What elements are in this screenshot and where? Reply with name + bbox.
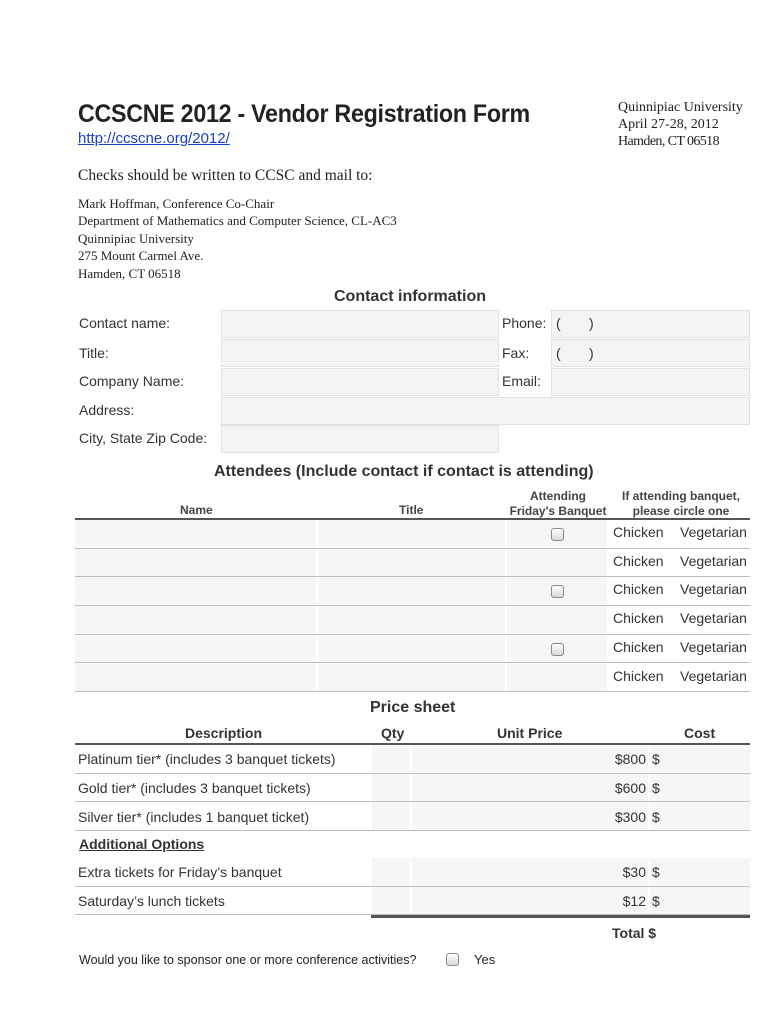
col-attending-line: Attending	[530, 489, 586, 503]
meal-chicken-option[interactable]: Chicken	[613, 667, 664, 684]
checks-instruction: Checks should be written to CCSC and mail to:	[78, 167, 373, 184]
attendee-name-cell[interactable]	[75, 520, 316, 547]
meal-chicken-option[interactable]: Chicken	[613, 581, 664, 598]
company-label: Company Name:	[79, 373, 185, 389]
price-col-qty: Qty	[381, 725, 405, 741]
total-label: Total $	[612, 925, 657, 941]
attendee-name-cell[interactable]	[75, 635, 316, 662]
col-banquet-line: please circle one	[632, 504, 730, 518]
price-description: Extra tickets for Friday’s banquet	[78, 864, 282, 880]
phone-paren-close: )	[589, 315, 594, 331]
contact-name-label: Contact name:	[79, 315, 171, 331]
meal-vegetarian-option[interactable]: Vegetarian	[680, 524, 747, 540]
additional-options-heading: Additional Options	[79, 836, 205, 852]
unit-price: $600	[614, 779, 646, 796]
qty-field[interactable]	[372, 745, 410, 772]
conference-url-link[interactable]: http://ccscne.org/2012/	[78, 130, 230, 147]
unit-price: $300	[614, 808, 646, 825]
attending-banquet-checkbox[interactable]	[551, 643, 564, 656]
cost-field[interactable]	[650, 887, 750, 914]
cost-field[interactable]	[650, 745, 750, 772]
attendee-name-cell[interactable]	[75, 577, 316, 604]
cost-currency: $	[652, 779, 660, 796]
attendee-name-cell[interactable]	[75, 606, 316, 633]
email-label: Email:	[502, 373, 541, 389]
meal-vegetarian-option[interactable]: Vegetarian	[680, 610, 747, 627]
cost-currency: $	[652, 751, 660, 767]
venue-name: Quinnipiac University	[618, 100, 743, 115]
attending-banquet-checkbox[interactable]	[551, 528, 564, 541]
fax-paren-close: )	[589, 345, 594, 361]
qty-field[interactable]	[372, 887, 410, 914]
price-description: Gold tier* (includes 3 banquet tickets)	[78, 779, 311, 796]
title-label: Title:	[79, 345, 109, 361]
meal-vegetarian-option[interactable]: Vegetarian	[680, 667, 747, 684]
attendee-banquet-cell	[507, 664, 607, 691]
meal-vegetarian-option[interactable]: Vegetarian	[680, 552, 747, 569]
attendee-banquet-cell	[507, 549, 607, 576]
phone-label: Phone:	[502, 315, 547, 331]
cost-field[interactable]	[650, 774, 750, 801]
contact-heading: Contact information	[334, 288, 486, 305]
venue-block	[618, 99, 743, 150]
venue-dates: April 27-28, 2012	[618, 117, 719, 132]
address-line: Hamden, CT 06518	[78, 265, 181, 281]
fax-paren-open: (	[556, 345, 561, 361]
venue-city: Hamden, CT 06518	[618, 134, 719, 149]
attendee-title-cell[interactable]	[318, 549, 505, 576]
row-divider	[75, 691, 750, 692]
meal-vegetarian-option[interactable]: Vegetarian	[680, 638, 747, 655]
fax-label: Fax:	[502, 345, 530, 361]
phone-field[interactable]	[551, 310, 750, 338]
meal-chicken-option[interactable]: Chicken	[613, 552, 664, 569]
contact-name-field[interactable]	[221, 310, 499, 338]
price-description: Silver tier* (includes 1 banquet ticket)	[78, 808, 310, 825]
attending-banquet-checkbox[interactable]	[551, 585, 564, 598]
title-field[interactable]	[221, 339, 499, 367]
unit-price: $12	[622, 892, 646, 909]
cost-currency: $	[652, 892, 660, 909]
attendee-name-cell[interactable]	[75, 549, 316, 576]
city-label: City, State Zip Code:	[79, 430, 208, 446]
attendee-title-cell[interactable]	[318, 664, 505, 691]
sponsor-yes-label: Yes	[474, 952, 496, 967]
address-label: Address:	[79, 402, 135, 418]
meal-chicken-option[interactable]: Chicken	[613, 610, 664, 627]
sponsor-yes-checkbox[interactable]	[446, 953, 459, 966]
meal-chicken-option[interactable]: Chicken	[613, 524, 664, 540]
col-attending-header	[505, 489, 611, 519]
total-rule	[371, 915, 750, 918]
col-attending-line: Friday's Banquet	[509, 504, 607, 518]
price-col-unit: Unit Price	[497, 725, 563, 741]
attendee-title-cell[interactable]	[318, 520, 505, 547]
company-field[interactable]	[221, 368, 499, 396]
address-line: Department of Mathematics and Computer Science, CL-AC3	[78, 213, 397, 229]
mailing-address	[78, 195, 397, 282]
address-line: Quinnipiac University	[78, 230, 194, 246]
attendees-heading: Attendees (Include contact if contact is attending)	[214, 463, 594, 480]
col-banquet-line: If attending banquet,	[622, 489, 740, 503]
unit-price: $30	[622, 864, 646, 880]
price-col-cost: Cost	[684, 725, 716, 741]
cost-currency: $	[652, 808, 660, 825]
attendee-name-cell[interactable]	[75, 664, 316, 691]
sponsor-question: Would you like to sponsor one or more conference activities?	[79, 953, 417, 967]
col-name-header: Name	[180, 503, 213, 517]
address-line: 275 Mount Carmel Ave.	[78, 248, 204, 264]
price-heading: Price sheet	[370, 699, 456, 716]
qty-field[interactable]	[372, 774, 410, 801]
cost-field[interactable]	[650, 803, 750, 830]
unit-price: $800	[614, 751, 646, 767]
fax-field[interactable]	[551, 339, 750, 367]
address-line: Mark Hoffman, Conference Co-Chair	[78, 196, 275, 211]
attendee-banquet-cell	[507, 606, 607, 633]
phone-paren-open: (	[556, 315, 561, 331]
qty-field[interactable]	[372, 803, 410, 830]
attendee-title-cell[interactable]	[318, 606, 505, 633]
email-field[interactable]	[551, 368, 750, 396]
cost-currency: $	[652, 864, 660, 880]
address-field[interactable]	[221, 397, 750, 425]
col-title-header: Title	[399, 503, 424, 517]
meal-vegetarian-option[interactable]: Vegetarian	[680, 581, 747, 598]
form-title: CCSCNE 2012 - Vendor Registration Form	[78, 100, 530, 128]
price-description: Saturday’s lunch tickets	[78, 892, 225, 909]
col-banquet-header	[612, 489, 750, 519]
attendee-title-cell[interactable]	[318, 577, 505, 604]
price-col-description: Description	[185, 725, 263, 741]
city-field[interactable]	[221, 425, 499, 453]
price-description: Platinum tier* (includes 3 banquet tickets)	[78, 751, 336, 767]
attendee-title-cell[interactable]	[318, 635, 505, 662]
qty-field[interactable]	[372, 858, 410, 885]
row-divider	[75, 830, 750, 831]
cost-field[interactable]	[650, 858, 750, 885]
meal-chicken-option[interactable]: Chicken	[613, 638, 664, 655]
